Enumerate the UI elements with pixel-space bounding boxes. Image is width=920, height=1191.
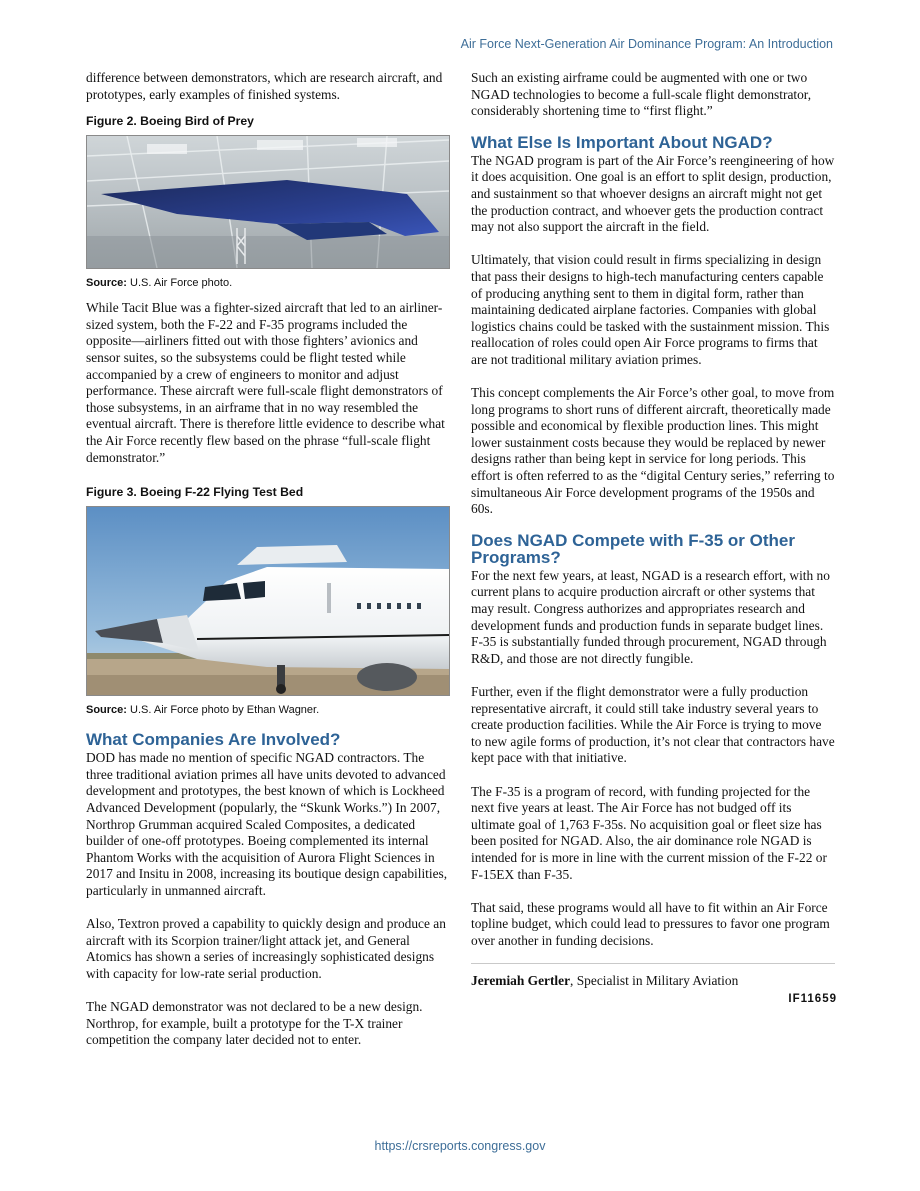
paragraph: DOD has made no mention of specific NGAD contractors. The three traditional aviation primes all have units devoted to advanced development and prototypes, the best known of which is Lockheed Advanced Development (popularly, the “Skunk Works.”) In 2007, Northrop Grumman acquired Scaled Composites, a dedicated builder of one-off prototypes. Boeing complemented its internal Phantom Works with the acquisition of Aurora Flight Sciences in 2017 and Insitu in 2008, increasing its boutique design capabilities, particularly in unmanned aircraft.	[86, 750, 448, 898]
figure-3-title: Figure 3. Boeing F-22 Flying Test Bed	[86, 485, 304, 500]
bird-of-prey-photo	[86, 135, 450, 269]
f22-test-bed-photo	[86, 506, 450, 696]
running-header: Air Force Next-Generation Air Dominance Program: An Introduction	[460, 37, 833, 51]
footer-url-link[interactable]: https://crsreports.congress.gov	[374, 1139, 546, 1153]
paragraph: Also, Textron proved a capability to quickly design and produce an aircraft with its Scorpion trainer/light attack jet, and General Atomics has shown a series of increasingly sophisticated designs with capacity for low-rate serial production.	[86, 916, 446, 981]
left-column	[86, 70, 450, 1049]
paragraph: Such an existing airframe could be augmented with one or two NGAD technologies to become a full-scale flight demonstrator, considerably shortening time to “first flight.”	[471, 70, 812, 119]
author-line: Jeremiah Gertler, Specialist in Military Aviation	[471, 972, 739, 988]
figure-2-source: Source: U.S. Air Force photo.	[86, 277, 233, 290]
paragraph: For the next few years, at least, NGAD is a research effort, with no current plans to acquire production aircraft or other systems that may result. Congress authorizes and appropriates research and development funds and production funds in separate budget lines. F-35 is substantially funded through procurement, NGAD through R&D, and those are not directly fungible.	[471, 567, 830, 666]
flying-test-bed-image	[87, 507, 449, 695]
section-heading-important: What Else Is Important About NGAD?	[471, 132, 773, 152]
section-heading-companies: What Companies Are Involved?	[86, 730, 341, 750]
paragraph: That said, these programs would all have to fit within an Air Force topline budget, which could lead to pressures to favor one program over another in funding decisions.	[471, 899, 830, 948]
bird-of-prey-image	[87, 136, 449, 268]
paragraph: The NGAD program is part of the Air Force’s reengineering of how it does acquisition. One goal is an effort to split design, production, and sustainment so that whoever designs an aircraft might not get the production contract, and whoever gets the production contract may not also support the aircraft in the field.	[471, 152, 835, 235]
figure-3-source: Source: U.S. Air Force photo by Ethan Wagner.	[86, 704, 320, 717]
paragraph: difference between demonstrators, which are research aircraft, and prototypes, early examples of finished systems.	[86, 70, 443, 102]
section-heading-compete: Does NGAD Compete with F-35 or Other Programs?	[471, 530, 795, 567]
figure-2-title: Figure 2. Boeing Bird of Prey	[86, 114, 254, 129]
right-column	[471, 70, 835, 1005]
author-divider	[471, 963, 835, 964]
paragraph: While Tacit Blue was a fighter-sized aircraft that led to an airliner-sized system, both the F-22 and F-35 programs included the opposite—airliners fitted out with those fighters’ avionics and sensor suites, so the subsystems could be flight tested while accompanied by a crew of engineers to monitor and adjust performance. These aircraft were full-scale flight demonstrators of those subsystems, in an airframe that in no way resembled the eventual aircraft. There is therefore little evidence to describe what the Air Force recently flew based on the phrase “full-scale flight demonstrator.”	[86, 300, 445, 465]
paragraph: Further, even if the flight demonstrator were a fully production representative aircraft, it could still take industry several years to create production facilities. While the Air Force is trying to move to new agile forms of production, it’s not clear that contractors have kept pace with that initiative.	[471, 684, 835, 766]
document-id: IF11659	[788, 993, 837, 1006]
paragraph: The F-35 is a program of record, with funding projected for the next five years at least. The Air Force has not budged off its ultimate goal of 1,763 F-35s. No acquisition goal or fleet size has been posited for NGAD. Also, the air dominance role NGAD is intended for is more in line with the current mission of the F-22 or F-15EX than F-35.	[471, 783, 827, 882]
paragraph: This concept complements the Air Force’s other goal, to move from long programs to short runs of different aircraft, theoretically made possible and economical by flexible production lines. This might lower sustainment costs because they would be replaced by newer designs rather than being kept in service for long periods. This effort is often referred to as the “digital Century series,” referring to simultaneous Air Force development programs of the 1950s and 60s.	[471, 385, 835, 517]
paragraph: The NGAD demonstrator was not declared to be a new design. Northrop, for example, built a prototype for the T-X trainer competition the company later decided not to enter.	[86, 999, 423, 1048]
paragraph: Ultimately, that vision could result in firms specializing in design that pass their designs to high-tech manufacturing centers capable of producing anything sent to them in digital form, rather than maintaining dedicated airplane factories. Companies with global logistics chains could be tasked with the sustainment mission. This reallocation of roles could open Air Force programs to firms that are not traditional military aviation primes.	[471, 252, 830, 367]
